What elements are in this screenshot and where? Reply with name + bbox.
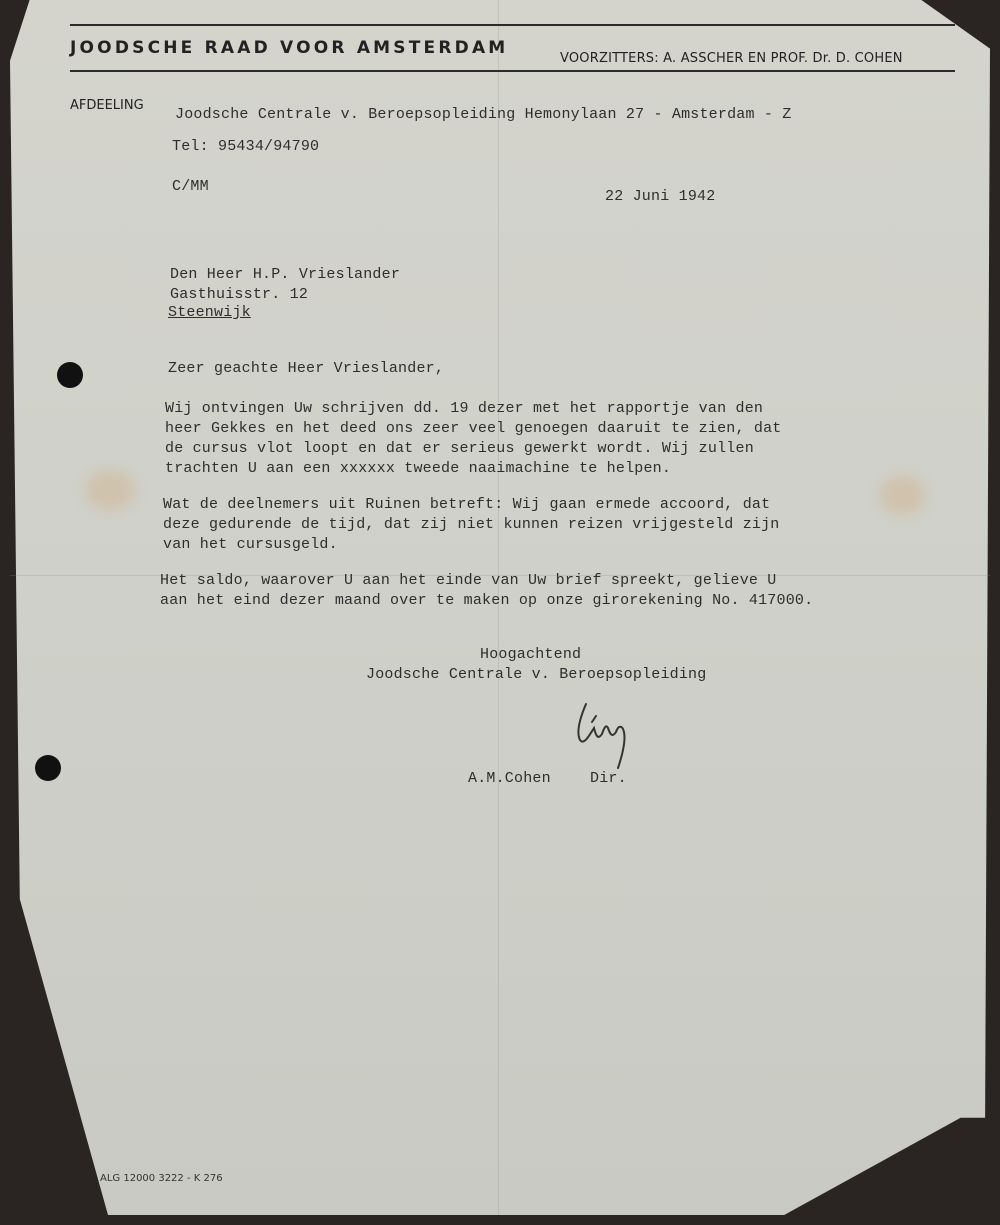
body-line: van het cursusgeld. [163, 536, 338, 553]
body-line: heer Gekkes en het deed ons zeer veel genoegen daaruit te zien, dat [165, 420, 782, 437]
reference-code: C/MM [172, 178, 209, 195]
body-line: de cursus vlot loopt en dat er serieus gewerkt wordt. Wij zullen [165, 440, 754, 457]
recipient-street: Gasthuisstr. 12 [170, 286, 309, 303]
handwritten-signature [572, 698, 652, 778]
phone-number: Tel: 95434/94790 [172, 138, 320, 155]
body-line: deze gedurende de tijd, dat zij niet kunnen reizen vrijgesteld zijn [163, 516, 780, 533]
letterhead-bottom-rule [70, 70, 955, 72]
closing-greeting: Hoogachtend [480, 646, 582, 663]
closing-organization: Joodsche Centrale v. Beroepsopleiding [366, 666, 707, 683]
recipient-name: Den Heer H.P. Vrieslander [170, 266, 401, 283]
signatory-title: Dir. [590, 770, 627, 787]
punch-hole [35, 755, 61, 781]
signatory-name: A.M.Cohen [468, 770, 551, 787]
body-line: Wij ontvingen Uw schrijven dd. 19 dezer met het rapportje van den [165, 400, 764, 417]
letterhead-organization: JOODSCHE RAAD VOOR AMSTERDAM [70, 38, 509, 58]
paper-stain [85, 470, 135, 510]
department-label: AFDEELING [70, 98, 144, 113]
department-line: Joodsche Centrale v. Beroepsopleiding Hemonylaan 27 - Amsterdam - Z [175, 106, 792, 123]
body-line: Het saldo, waarover U aan het einde van Uw brief spreekt, gelieve U [160, 572, 777, 589]
letter-date: 22 Juni 1942 [605, 188, 716, 205]
body-line: Wat de deelnemers uit Ruinen betreft: Wij gaan ermede accoord, dat [163, 496, 771, 513]
archive-code: ALG 12000 3222 - K 276 [100, 1173, 223, 1184]
body-line: aan het eind dezer maand over te maken op onze girorekening No. 417000. [160, 592, 814, 609]
letterhead-chairmen: VOORZITTERS: A. ASSCHER EN PROF. Dr. D. COHEN [560, 51, 903, 66]
letterhead-top-rule [70, 24, 955, 26]
salutation: Zeer geachte Heer Vrieslander, [168, 360, 445, 377]
punch-hole [57, 362, 83, 388]
body-line: trachten U aan een xxxxxx tweede naaimachine te helpen. [165, 460, 672, 477]
paper-stain [880, 475, 925, 515]
recipient-city: Steenwijk [168, 304, 251, 321]
